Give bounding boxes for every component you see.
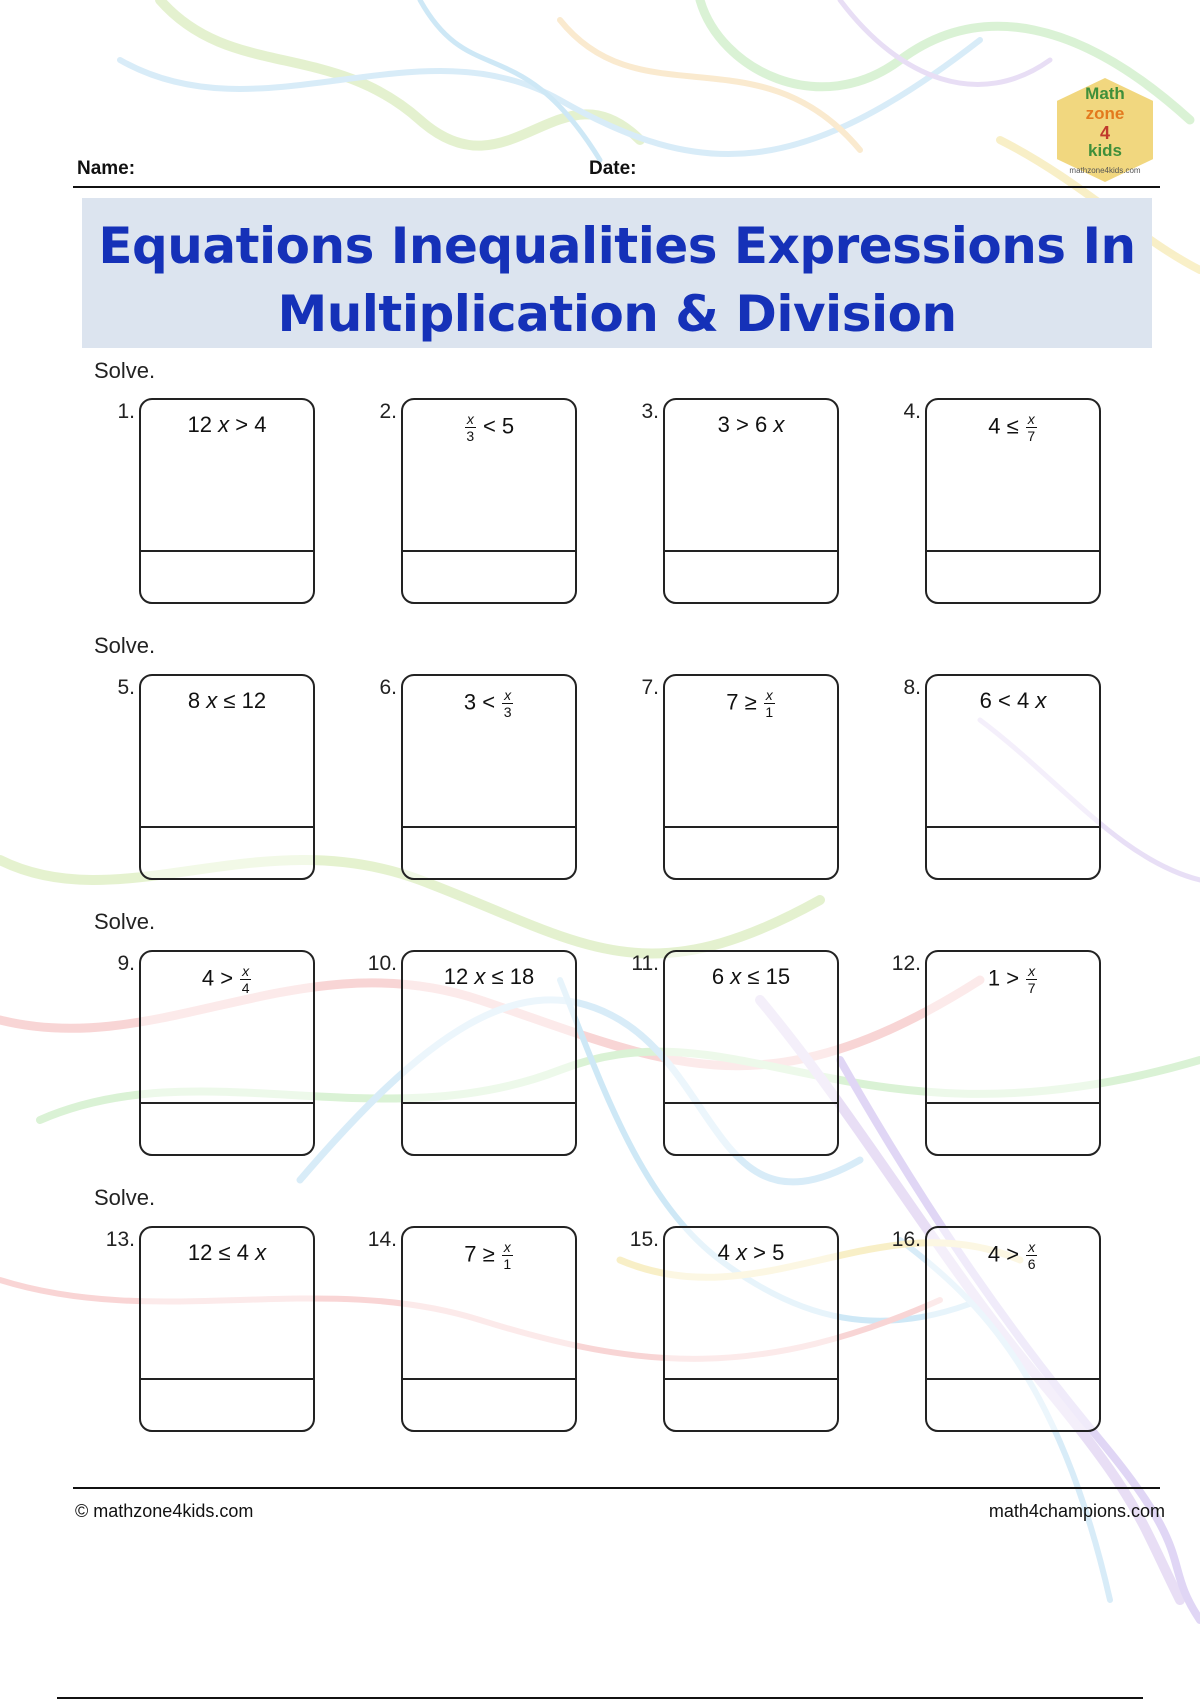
operator: <	[998, 688, 1011, 713]
problem-box	[663, 950, 839, 1156]
constant: 6	[979, 688, 992, 713]
operator: <	[482, 689, 496, 715]
logo-text-math: Math	[1085, 84, 1125, 103]
fraction-numerator: x	[765, 687, 773, 703]
problem-box	[663, 1226, 839, 1432]
inequality	[403, 964, 575, 990]
constant: 4	[254, 412, 267, 437]
variable: x	[255, 1240, 267, 1265]
solve-instruction: Solve.	[94, 358, 156, 383]
operator: <	[482, 413, 496, 439]
constant: 12	[241, 688, 267, 713]
logo-text-url: mathzone4kids.com	[1069, 166, 1141, 175]
footer-site: math4champions.com	[988, 1501, 1165, 1521]
answer-divider	[403, 1102, 575, 1104]
problem-number: 4.	[903, 400, 921, 423]
footer-rule	[73, 1487, 1160, 1489]
coefficient: 4	[236, 1240, 249, 1265]
fraction-numerator: x	[242, 963, 250, 979]
coefficient: 12	[443, 964, 469, 989]
variable: x	[773, 412, 785, 437]
problem-number: 15.	[629, 1228, 659, 1251]
inequality	[665, 964, 837, 990]
fraction-numerator: x	[1028, 1239, 1036, 1255]
fraction	[502, 688, 513, 719]
coefficient: 4	[1016, 688, 1030, 713]
coefficient: 8	[187, 688, 201, 713]
problem-number: 13.	[105, 1228, 135, 1251]
problem-number: 16.	[891, 1228, 921, 1251]
inequality	[665, 1240, 837, 1266]
page-title-line2: Multiplication & Division	[277, 285, 957, 343]
inequality	[141, 688, 313, 714]
constant: 4	[987, 1241, 1001, 1267]
fraction-denominator: 7	[1027, 980, 1036, 996]
answer-divider	[665, 550, 837, 552]
answer-divider	[141, 1102, 313, 1104]
inequality	[141, 1240, 313, 1266]
fraction-denominator: 6	[1027, 1256, 1036, 1272]
problem-box	[139, 674, 315, 880]
constant: 3	[717, 412, 730, 437]
inequality	[927, 964, 1099, 995]
constant: 5	[501, 413, 515, 439]
operator: ≤	[223, 688, 236, 713]
problem-number: 12.	[891, 952, 921, 975]
footer-copyright: © mathzone4kids.com	[75, 1501, 254, 1521]
problem-number: 3.	[641, 400, 659, 423]
problem-number: 5.	[117, 676, 135, 699]
problem-number: 2.	[379, 400, 397, 423]
problem-box	[401, 1226, 577, 1432]
fraction-numerator: x	[466, 411, 474, 427]
inequality	[141, 412, 313, 438]
answer-divider	[141, 550, 313, 552]
constant: 7	[464, 1241, 477, 1267]
logo-text-zone: zone	[1085, 104, 1125, 123]
variable: x	[218, 412, 230, 437]
constant: 12	[187, 1240, 213, 1265]
solve-instruction: Solve.	[94, 633, 156, 658]
operator: ≤	[1006, 413, 1019, 439]
coefficient: 6	[754, 412, 768, 437]
inequality	[403, 412, 575, 443]
logo-text-4: 4	[1099, 123, 1110, 143]
answer-divider	[141, 1378, 313, 1380]
problem-box	[139, 1226, 315, 1432]
answer-divider	[403, 1378, 575, 1380]
problem-box	[663, 674, 839, 880]
variable: x	[1035, 688, 1047, 713]
constant: 15	[765, 964, 791, 989]
constant: 3	[463, 689, 477, 715]
answer-divider	[141, 826, 313, 828]
problem-number: 14.	[367, 1228, 397, 1251]
name-label: Name:	[77, 158, 136, 179]
constant: 7	[726, 689, 739, 715]
fraction-denominator: 3	[466, 428, 475, 444]
problem-box	[925, 950, 1101, 1156]
inequality	[665, 412, 837, 438]
problem-box	[139, 950, 315, 1156]
solve-instruction: Solve.	[94, 909, 156, 934]
inequality	[927, 688, 1099, 714]
inequality	[403, 688, 575, 719]
fraction-denominator: 1	[503, 1256, 512, 1272]
fraction-numerator: x	[503, 1239, 511, 1255]
inequality	[665, 688, 837, 719]
constant: 4	[201, 965, 215, 991]
page-title-line1: Equations Inequalities Expressions In	[98, 217, 1136, 275]
problem-number: 7.	[641, 676, 659, 699]
header-rule	[73, 186, 1160, 188]
operator: ≥	[482, 1241, 495, 1267]
page-bottom-rule	[57, 1697, 1143, 1699]
fraction	[1026, 964, 1037, 995]
answer-divider	[403, 550, 575, 552]
coefficient: 4	[717, 1240, 730, 1265]
problem-number: 9.	[117, 952, 135, 975]
answer-divider	[927, 1102, 1099, 1104]
fraction	[1026, 1240, 1037, 1271]
problem-box	[663, 398, 839, 604]
problem-box	[401, 398, 577, 604]
inequality	[403, 1240, 575, 1271]
fraction-numerator: x	[1027, 411, 1035, 427]
operator: >	[220, 965, 234, 991]
operator: ≤	[491, 964, 504, 989]
date-label: Date:	[589, 158, 637, 179]
variable: x	[736, 1240, 747, 1265]
problem-number: 6.	[379, 676, 397, 699]
constant: 4	[988, 413, 1001, 439]
operator: ≥	[744, 689, 757, 715]
problem-number: 1.	[117, 400, 135, 423]
variable: x	[474, 964, 486, 989]
title-banner	[82, 198, 1152, 348]
problem-box	[139, 398, 315, 604]
inequality	[141, 964, 313, 995]
solve-instruction: Solve.	[94, 1185, 156, 1210]
operator: ≤	[747, 964, 760, 989]
fraction	[1026, 412, 1037, 443]
fraction-denominator: 1	[765, 704, 774, 720]
operator: >	[1006, 1241, 1020, 1267]
answer-divider	[403, 826, 575, 828]
site-logo	[1057, 78, 1153, 182]
problem-number: 11.	[631, 952, 659, 975]
logo-text-kids: kids	[1087, 141, 1123, 160]
problem-box	[925, 674, 1101, 880]
variable: x	[206, 688, 218, 713]
fraction-numerator: x	[504, 687, 512, 703]
coefficient: 12	[187, 412, 212, 437]
fraction-numerator: x	[1028, 963, 1036, 979]
problem-box	[925, 1226, 1101, 1432]
operator: >	[235, 412, 249, 437]
fraction	[240, 964, 251, 995]
inequality	[927, 412, 1099, 443]
problem-number: 10.	[367, 952, 397, 975]
answer-divider	[927, 1378, 1099, 1380]
fraction-denominator: 7	[1027, 428, 1036, 444]
operator: >	[1006, 965, 1020, 991]
fraction-denominator: 3	[503, 704, 512, 720]
constant: 1	[987, 965, 1001, 991]
answer-divider	[927, 826, 1099, 828]
fraction	[465, 412, 476, 443]
answer-divider	[665, 826, 837, 828]
answer-divider	[665, 1102, 837, 1104]
answer-divider	[927, 550, 1099, 552]
problem-box	[925, 398, 1101, 604]
variable: x	[730, 964, 742, 989]
fraction-denominator: 4	[241, 980, 250, 996]
operator: >	[736, 412, 749, 437]
inequality	[927, 1240, 1099, 1271]
answer-divider	[665, 1378, 837, 1380]
page-title	[82, 212, 1152, 348]
fraction	[764, 688, 775, 719]
constant: 5	[772, 1240, 785, 1265]
problem-box	[401, 950, 577, 1156]
operator: ≤	[218, 1240, 231, 1265]
fraction	[502, 1240, 513, 1271]
problem-box	[401, 674, 577, 880]
coefficient: 6	[711, 964, 725, 989]
constant: 18	[509, 964, 535, 989]
operator: >	[753, 1240, 766, 1265]
problem-number: 8.	[903, 676, 921, 699]
